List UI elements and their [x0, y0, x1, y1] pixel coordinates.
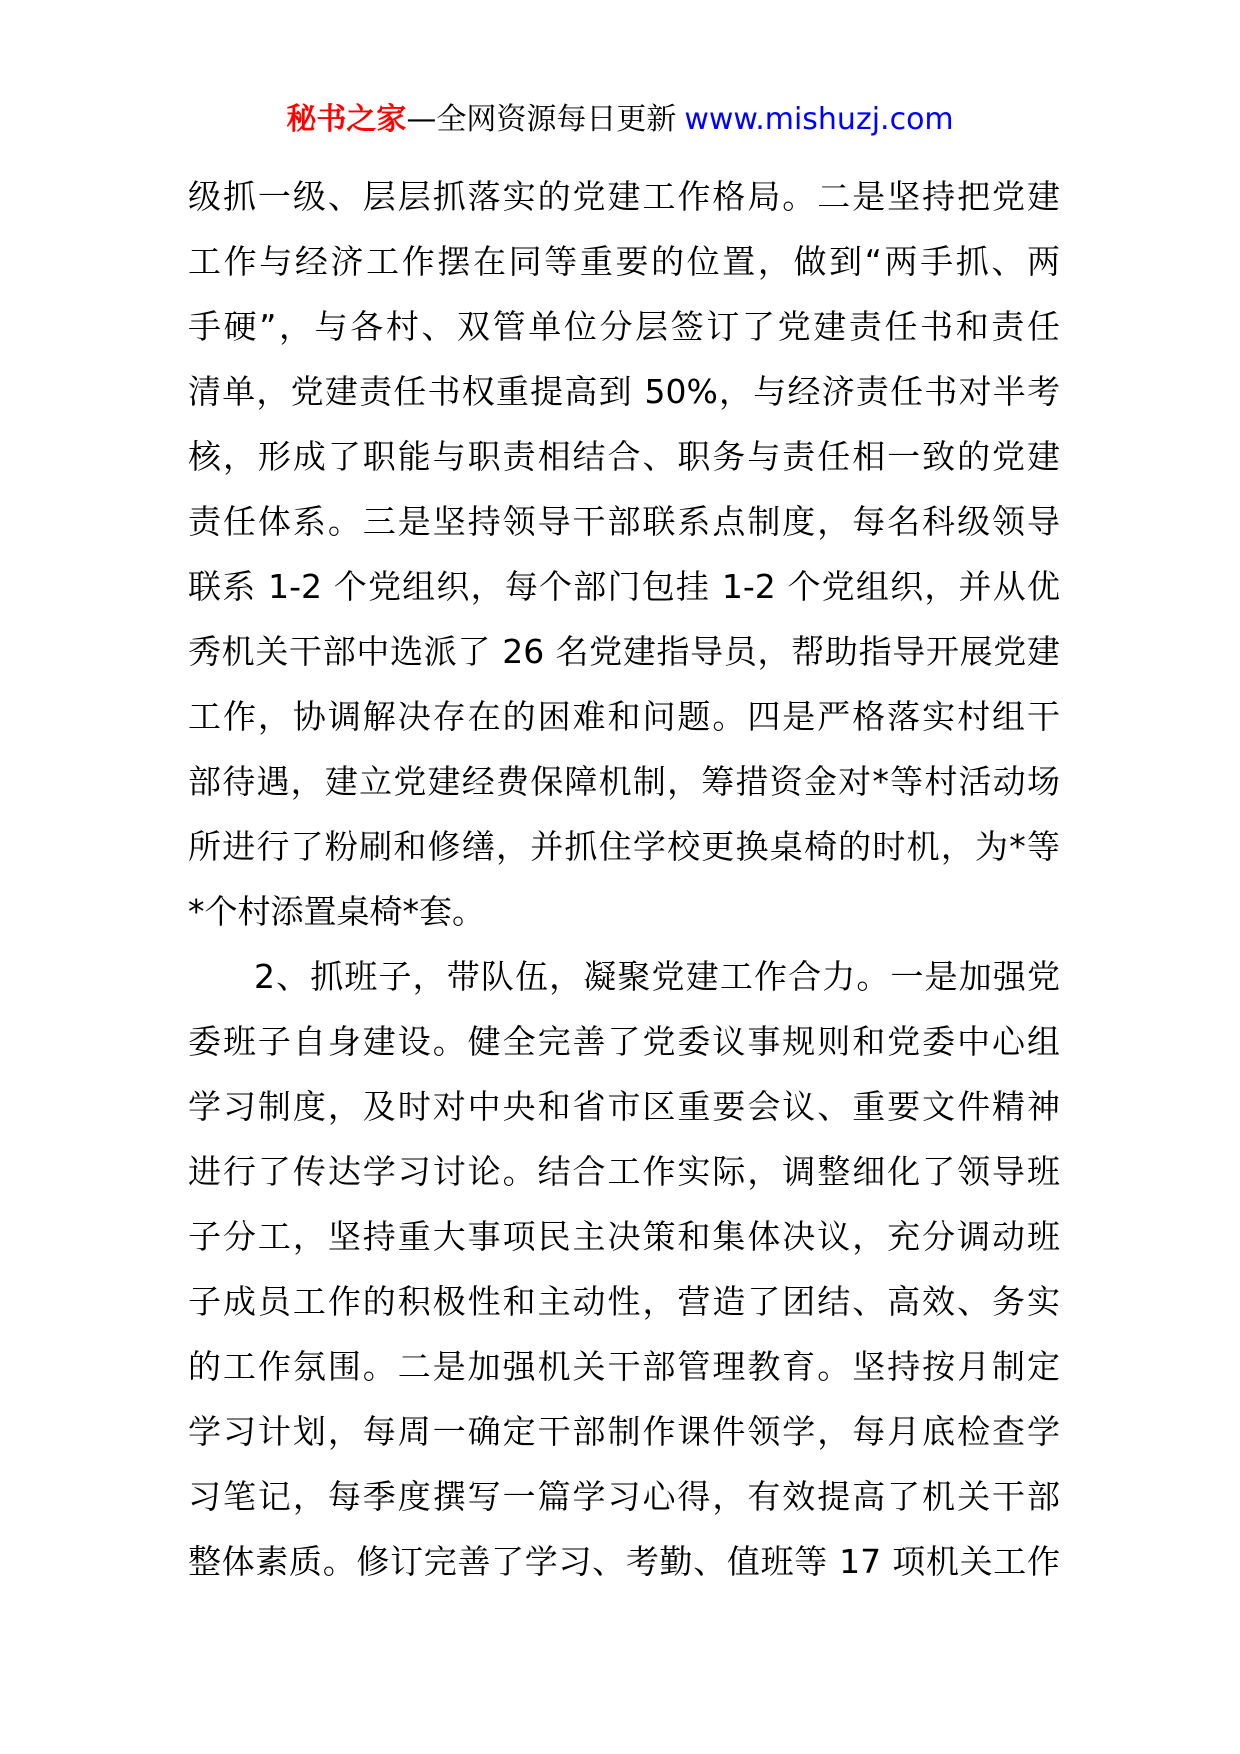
text-line: 进行了传达学习讨论。结合工作实际，调整细化了领导班 [188, 1152, 1060, 1191]
text-line: 委班子自身建设。健全完善了党委议事规则和党委中心组 [188, 1022, 1060, 1061]
text-line: 责任体系。三是坚持领导干部联系点制度，每名科级领导 [188, 502, 1060, 541]
text-line: 联系 1-2 个党组织，每个部门包挂 1-2 个党组织，并从优 [188, 567, 1060, 606]
text-line: 整体素质。修订完善了学习、考勤、值班等 17 项机关工作 [188, 1542, 1060, 1581]
text-line: 工作，协调解决存在的困难和问题。四是严格落实村组干 [188, 697, 1060, 736]
text-line: 手硬”，与各村、双管单位分层签订了党建责任书和责任 [188, 307, 1060, 346]
text-line: 级抓一级、层层抓落实的党建工作格局。二是坚持把党建 [188, 177, 1060, 216]
text-line: 工作与经济工作摆在同等重要的位置，做到“两手抓、两 [188, 242, 1060, 281]
document-body [188, 164, 1060, 1594]
site-header [0, 98, 1240, 142]
text-line: 核，形成了职能与职责相结合、职务与责任相一致的党建 [188, 437, 1060, 476]
site-url-link[interactable]: www.mishuzj.com [684, 102, 954, 137]
text-line: 子分工，坚持重大事项民主决策和集体决议，充分调动班 [188, 1217, 1060, 1256]
text-line: 秀机关干部中选派了 26 名党建指导员，帮助指导开展党建 [188, 632, 1060, 671]
brand-name: 秘书之家 [286, 102, 407, 137]
text-line: 清单，党建责任书权重提高到 50%，与经济责任书对半考 [188, 372, 1060, 411]
paragraph-end-line: *个村添置桌椅*套。 [188, 892, 485, 931]
text-line: 的工作氛围。二是加强机关干部管理教育。坚持按月制定 [188, 1347, 1060, 1386]
text-line: 学习制度，及时对中央和省市区重要会议、重要文件精神 [188, 1087, 1060, 1126]
paragraph-start-line: 2、抓班子，带队伍，凝聚党建工作合力。一是加强党 [254, 957, 1060, 996]
text-line: 所进行了粉刷和修缮，并抓住学校更换桌椅的时机，为*等 [188, 827, 1060, 866]
text-line: 习笔记，每季度撰写一篇学习心得，有效提高了机关干部 [188, 1477, 1060, 1516]
site-slogan: —全网资源每日更新 [406, 102, 677, 137]
text-line: 学习计划，每周一确定干部制作课件领学，每月底检查学 [188, 1412, 1060, 1451]
text-line: 子成员工作的积极性和主动性，营造了团结、高效、务实 [188, 1282, 1060, 1321]
text-line: 部待遇，建立党建经费保障机制，筹措资金对*等村活动场 [188, 762, 1060, 801]
